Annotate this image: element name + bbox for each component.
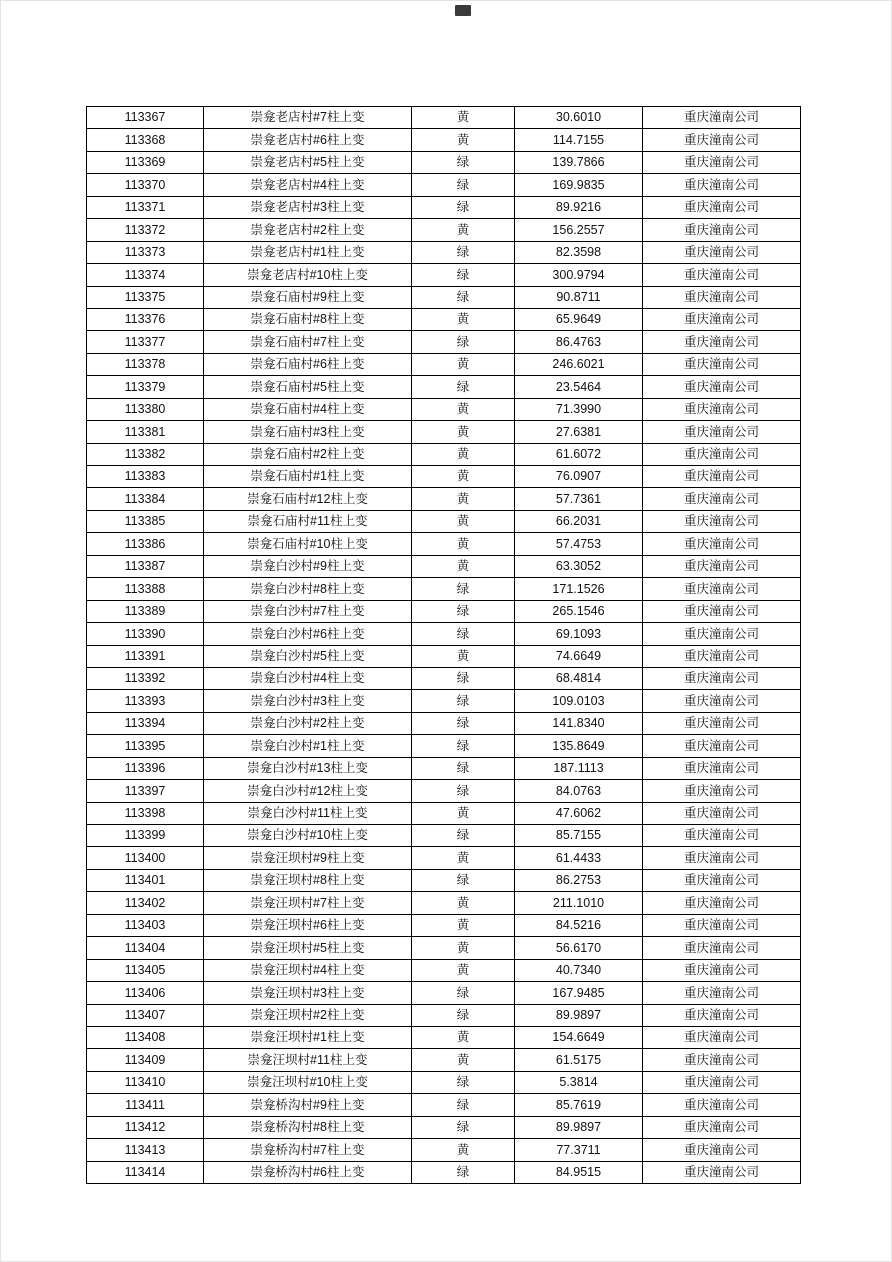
- cell-status: 黄: [412, 107, 515, 129]
- cell-status: 黄: [412, 847, 515, 869]
- cell-name: 崇龛老店村#7柱上变: [204, 107, 412, 129]
- cell-company: 重庆潼南公司: [643, 510, 801, 532]
- cell-value: 82.3598: [515, 241, 643, 263]
- cell-value: 109.0103: [515, 690, 643, 712]
- cell-company: 重庆潼南公司: [643, 578, 801, 600]
- cell-value: 66.2031: [515, 510, 643, 532]
- cell-status: 绿: [412, 264, 515, 286]
- cell-id: 113393: [87, 690, 204, 712]
- cell-value: 47.6062: [515, 802, 643, 824]
- cell-status: 绿: [412, 869, 515, 891]
- table-row: [87, 600, 801, 622]
- table-row: [87, 353, 801, 375]
- table-row: [87, 645, 801, 667]
- cell-id: 113374: [87, 264, 204, 286]
- cell-id: 113408: [87, 1026, 204, 1048]
- cell-value: 167.9485: [515, 982, 643, 1004]
- cell-id: 113392: [87, 667, 204, 689]
- cell-company: 重庆潼南公司: [643, 690, 801, 712]
- cell-name: 崇龛汪坝村#8柱上变: [204, 869, 412, 891]
- cell-company: 重庆潼南公司: [643, 1116, 801, 1138]
- cell-status: 黄: [412, 129, 515, 151]
- cell-value: 76.0907: [515, 466, 643, 488]
- cell-value: 61.5175: [515, 1049, 643, 1071]
- cell-value: 61.6072: [515, 443, 643, 465]
- cell-value: 69.1093: [515, 623, 643, 645]
- cell-value: 89.9897: [515, 1004, 643, 1026]
- table-row: [87, 510, 801, 532]
- cell-name: 崇龛桥沟村#8柱上变: [204, 1116, 412, 1138]
- table-row: [87, 107, 801, 129]
- cell-id: 113375: [87, 286, 204, 308]
- cell-company: 重庆潼南公司: [643, 1161, 801, 1183]
- cell-id: 113376: [87, 308, 204, 330]
- cell-company: 重庆潼南公司: [643, 308, 801, 330]
- cell-id: 113411: [87, 1094, 204, 1116]
- cell-company: 重庆潼南公司: [643, 959, 801, 981]
- cell-company: 重庆潼南公司: [643, 892, 801, 914]
- cell-value: 187.1113: [515, 757, 643, 779]
- cell-id: 113389: [87, 600, 204, 622]
- table-row: [87, 757, 801, 779]
- cell-id: 113414: [87, 1161, 204, 1183]
- cell-value: 65.9649: [515, 308, 643, 330]
- table-row: [87, 937, 801, 959]
- cell-name: 崇龛汪坝村#10柱上变: [204, 1071, 412, 1093]
- cell-name: 崇龛石庙村#11柱上变: [204, 510, 412, 532]
- cell-company: 重庆潼南公司: [643, 937, 801, 959]
- cell-id: 113390: [87, 623, 204, 645]
- cell-name: 崇龛石庙村#7柱上变: [204, 331, 412, 353]
- cell-value: 171.1526: [515, 578, 643, 600]
- cell-value: 84.0763: [515, 780, 643, 802]
- cell-name: 崇龛老店村#10柱上变: [204, 264, 412, 286]
- cell-status: 黄: [412, 488, 515, 510]
- cell-status: 绿: [412, 1071, 515, 1093]
- cell-company: 重庆潼南公司: [643, 757, 801, 779]
- cell-status: 绿: [412, 1094, 515, 1116]
- cell-id: 113387: [87, 555, 204, 577]
- cell-company: 重庆潼南公司: [643, 869, 801, 891]
- table-row: [87, 1004, 801, 1026]
- cell-id: 113402: [87, 892, 204, 914]
- cell-status: 绿: [412, 578, 515, 600]
- cell-company: 重庆潼南公司: [643, 129, 801, 151]
- cell-value: 84.9515: [515, 1161, 643, 1183]
- table-row: [87, 443, 801, 465]
- cell-company: 重庆潼南公司: [643, 488, 801, 510]
- cell-id: 113385: [87, 510, 204, 532]
- cell-status: 绿: [412, 241, 515, 263]
- table-row: [87, 578, 801, 600]
- cell-company: 重庆潼南公司: [643, 555, 801, 577]
- table-row: [87, 555, 801, 577]
- cell-id: 113412: [87, 1116, 204, 1138]
- cell-status: 绿: [412, 1161, 515, 1183]
- cell-value: 23.5464: [515, 376, 643, 398]
- cell-status: 绿: [412, 690, 515, 712]
- cell-id: 113403: [87, 914, 204, 936]
- cell-company: 重庆潼南公司: [643, 533, 801, 555]
- cell-company: 重庆潼南公司: [643, 825, 801, 847]
- cell-id: 113397: [87, 780, 204, 802]
- cell-name: 崇龛老店村#3柱上变: [204, 196, 412, 218]
- cell-value: 57.7361: [515, 488, 643, 510]
- table-row: [87, 690, 801, 712]
- cell-id: 113413: [87, 1139, 204, 1161]
- cell-value: 139.7866: [515, 151, 643, 173]
- cell-name: 崇龛桥沟村#9柱上变: [204, 1094, 412, 1116]
- cell-id: 113382: [87, 443, 204, 465]
- table-row: [87, 892, 801, 914]
- cell-name: 崇龛汪坝村#2柱上变: [204, 1004, 412, 1026]
- table-row: [87, 129, 801, 151]
- cell-name: 崇龛白沙村#6柱上变: [204, 623, 412, 645]
- cell-status: 黄: [412, 1139, 515, 1161]
- cell-id: 113386: [87, 533, 204, 555]
- table-row: [87, 959, 801, 981]
- table-row: [87, 1026, 801, 1048]
- cell-id: 113394: [87, 712, 204, 734]
- cell-value: 74.6649: [515, 645, 643, 667]
- cell-name: 崇龛桥沟村#7柱上变: [204, 1139, 412, 1161]
- cell-status: 黄: [412, 802, 515, 824]
- cell-id: 113406: [87, 982, 204, 1004]
- table-row: [87, 264, 801, 286]
- cell-value: 246.6021: [515, 353, 643, 375]
- cell-id: 113388: [87, 578, 204, 600]
- cell-value: 169.9835: [515, 174, 643, 196]
- cell-value: 154.6649: [515, 1026, 643, 1048]
- cell-id: 113373: [87, 241, 204, 263]
- cell-company: 重庆潼南公司: [643, 466, 801, 488]
- cell-status: 绿: [412, 623, 515, 645]
- cell-company: 重庆潼南公司: [643, 780, 801, 802]
- cell-value: 300.9794: [515, 264, 643, 286]
- cell-status: 绿: [412, 982, 515, 1004]
- cell-company: 重庆潼南公司: [643, 1049, 801, 1071]
- transformer-table: [86, 106, 801, 1184]
- cell-company: 重庆潼南公司: [643, 735, 801, 757]
- cell-name: 崇龛老店村#4柱上变: [204, 174, 412, 196]
- cell-status: 黄: [412, 308, 515, 330]
- cell-id: 113396: [87, 757, 204, 779]
- table-row: [87, 1139, 801, 1161]
- cell-name: 崇龛石庙村#9柱上变: [204, 286, 412, 308]
- cell-name: 崇龛白沙村#1柱上变: [204, 735, 412, 757]
- cell-value: 61.4433: [515, 847, 643, 869]
- cell-id: 113370: [87, 174, 204, 196]
- table-row: [87, 914, 801, 936]
- cell-value: 84.5216: [515, 914, 643, 936]
- cell-company: 重庆潼南公司: [643, 264, 801, 286]
- cell-name: 崇龛汪坝村#3柱上变: [204, 982, 412, 1004]
- cell-company: 重庆潼南公司: [643, 353, 801, 375]
- table-row: [87, 1094, 801, 1116]
- table-row: [87, 780, 801, 802]
- cell-status: 绿: [412, 174, 515, 196]
- cell-id: 113404: [87, 937, 204, 959]
- cell-id: 113369: [87, 151, 204, 173]
- cell-name: 崇龛白沙村#13柱上变: [204, 757, 412, 779]
- cell-name: 崇龛汪坝村#4柱上变: [204, 959, 412, 981]
- table-row: [87, 667, 801, 689]
- cell-company: 重庆潼南公司: [643, 421, 801, 443]
- scan-smudge-mark: [455, 5, 471, 16]
- cell-status: 绿: [412, 376, 515, 398]
- table-row: [87, 331, 801, 353]
- cell-id: 113379: [87, 376, 204, 398]
- table-row: [87, 802, 801, 824]
- cell-status: 绿: [412, 1004, 515, 1026]
- cell-name: 崇龛石庙村#1柱上变: [204, 466, 412, 488]
- cell-name: 崇龛白沙村#4柱上变: [204, 667, 412, 689]
- cell-status: 绿: [412, 735, 515, 757]
- cell-value: 211.1010: [515, 892, 643, 914]
- cell-name: 崇龛老店村#1柱上变: [204, 241, 412, 263]
- cell-id: 113383: [87, 466, 204, 488]
- cell-value: 5.3814: [515, 1071, 643, 1093]
- cell-status: 黄: [412, 959, 515, 981]
- cell-name: 崇龛白沙村#12柱上变: [204, 780, 412, 802]
- cell-id: 113401: [87, 869, 204, 891]
- cell-value: 63.3052: [515, 555, 643, 577]
- table-row: [87, 735, 801, 757]
- cell-status: 绿: [412, 780, 515, 802]
- table-row: [87, 196, 801, 218]
- cell-value: 86.4763: [515, 331, 643, 353]
- table-row: [87, 825, 801, 847]
- table-row: [87, 982, 801, 1004]
- cell-value: 85.7619: [515, 1094, 643, 1116]
- cell-status: 绿: [412, 151, 515, 173]
- cell-status: 黄: [412, 1026, 515, 1048]
- cell-company: 重庆潼南公司: [643, 286, 801, 308]
- cell-value: 85.7155: [515, 825, 643, 847]
- cell-company: 重庆潼南公司: [643, 982, 801, 1004]
- table-row: [87, 151, 801, 173]
- cell-status: 黄: [412, 533, 515, 555]
- cell-name: 崇龛白沙村#5柱上变: [204, 645, 412, 667]
- cell-value: 40.7340: [515, 959, 643, 981]
- cell-company: 重庆潼南公司: [643, 174, 801, 196]
- cell-id: 113381: [87, 421, 204, 443]
- cell-company: 重庆潼南公司: [643, 914, 801, 936]
- cell-value: 57.4753: [515, 533, 643, 555]
- table-row: [87, 869, 801, 891]
- table-body: [87, 107, 801, 1184]
- cell-value: 265.1546: [515, 600, 643, 622]
- table-row: [87, 308, 801, 330]
- cell-id: 113410: [87, 1071, 204, 1093]
- table-row: [87, 533, 801, 555]
- cell-name: 崇龛白沙村#3柱上变: [204, 690, 412, 712]
- cell-id: 113407: [87, 1004, 204, 1026]
- cell-company: 重庆潼南公司: [643, 600, 801, 622]
- cell-name: 崇龛石庙村#4柱上变: [204, 398, 412, 420]
- cell-id: 113368: [87, 129, 204, 151]
- cell-id: 113391: [87, 645, 204, 667]
- cell-company: 重庆潼南公司: [643, 802, 801, 824]
- cell-id: 113398: [87, 802, 204, 824]
- table-row: [87, 488, 801, 510]
- cell-id: 113409: [87, 1049, 204, 1071]
- cell-name: 崇龛汪坝村#6柱上变: [204, 914, 412, 936]
- cell-value: 27.6381: [515, 421, 643, 443]
- cell-status: 黄: [412, 421, 515, 443]
- cell-company: 重庆潼南公司: [643, 1094, 801, 1116]
- table-row: [87, 421, 801, 443]
- cell-name: 崇龛汪坝村#5柱上变: [204, 937, 412, 959]
- cell-name: 崇龛白沙村#11柱上变: [204, 802, 412, 824]
- cell-name: 崇龛白沙村#9柱上变: [204, 555, 412, 577]
- cell-id: 113367: [87, 107, 204, 129]
- cell-name: 崇龛白沙村#8柱上变: [204, 578, 412, 600]
- cell-value: 141.8340: [515, 712, 643, 734]
- cell-value: 89.9897: [515, 1116, 643, 1138]
- cell-id: 113372: [87, 219, 204, 241]
- cell-value: 77.3711: [515, 1139, 643, 1161]
- cell-status: 黄: [412, 645, 515, 667]
- cell-company: 重庆潼南公司: [643, 219, 801, 241]
- cell-name: 崇龛老店村#2柱上变: [204, 219, 412, 241]
- cell-company: 重庆潼南公司: [643, 398, 801, 420]
- cell-status: 黄: [412, 937, 515, 959]
- table-row: [87, 1161, 801, 1183]
- cell-status: 绿: [412, 286, 515, 308]
- cell-value: 68.4814: [515, 667, 643, 689]
- table-row: [87, 241, 801, 263]
- cell-name: 崇龛汪坝村#7柱上变: [204, 892, 412, 914]
- cell-status: 绿: [412, 825, 515, 847]
- cell-name: 崇龛白沙村#2柱上变: [204, 712, 412, 734]
- cell-value: 30.6010: [515, 107, 643, 129]
- cell-name: 崇龛石庙村#10柱上变: [204, 533, 412, 555]
- cell-value: 135.8649: [515, 735, 643, 757]
- cell-company: 重庆潼南公司: [643, 667, 801, 689]
- cell-company: 重庆潼南公司: [643, 151, 801, 173]
- cell-status: 黄: [412, 892, 515, 914]
- cell-company: 重庆潼南公司: [643, 241, 801, 263]
- table-row: [87, 286, 801, 308]
- table-row: [87, 376, 801, 398]
- cell-name: 崇龛白沙村#7柱上变: [204, 600, 412, 622]
- cell-status: 黄: [412, 555, 515, 577]
- cell-status: 绿: [412, 1116, 515, 1138]
- cell-name: 崇龛老店村#6柱上变: [204, 129, 412, 151]
- table-row: [87, 847, 801, 869]
- cell-id: 113377: [87, 331, 204, 353]
- cell-name: 崇龛石庙村#12柱上变: [204, 488, 412, 510]
- table-row: [87, 1049, 801, 1071]
- cell-id: 113405: [87, 959, 204, 981]
- cell-company: 重庆潼南公司: [643, 376, 801, 398]
- cell-status: 黄: [412, 1049, 515, 1071]
- cell-name: 崇龛汪坝村#9柱上变: [204, 847, 412, 869]
- cell-company: 重庆潼南公司: [643, 1139, 801, 1161]
- table-row: [87, 712, 801, 734]
- cell-status: 黄: [412, 914, 515, 936]
- cell-value: 89.9216: [515, 196, 643, 218]
- cell-value: 156.2557: [515, 219, 643, 241]
- cell-status: 黄: [412, 353, 515, 375]
- cell-value: 71.3990: [515, 398, 643, 420]
- cell-name: 崇龛汪坝村#11柱上变: [204, 1049, 412, 1071]
- table-row: [87, 1116, 801, 1138]
- cell-name: 崇龛汪坝村#1柱上变: [204, 1026, 412, 1048]
- cell-name: 崇龛白沙村#10柱上变: [204, 825, 412, 847]
- cell-company: 重庆潼南公司: [643, 847, 801, 869]
- cell-status: 绿: [412, 196, 515, 218]
- cell-status: 绿: [412, 712, 515, 734]
- table-row: [87, 398, 801, 420]
- cell-company: 重庆潼南公司: [643, 645, 801, 667]
- cell-status: 黄: [412, 510, 515, 532]
- cell-id: 113384: [87, 488, 204, 510]
- cell-name: 崇龛老店村#5柱上变: [204, 151, 412, 173]
- cell-status: 绿: [412, 667, 515, 689]
- cell-value: 86.2753: [515, 869, 643, 891]
- table-row: [87, 174, 801, 196]
- cell-id: 113399: [87, 825, 204, 847]
- table-row: [87, 219, 801, 241]
- cell-status: 黄: [412, 466, 515, 488]
- cell-id: 113400: [87, 847, 204, 869]
- cell-company: 重庆潼南公司: [643, 107, 801, 129]
- table-row: [87, 466, 801, 488]
- cell-company: 重庆潼南公司: [643, 196, 801, 218]
- cell-company: 重庆潼南公司: [643, 1026, 801, 1048]
- cell-status: 绿: [412, 331, 515, 353]
- cell-company: 重庆潼南公司: [643, 623, 801, 645]
- cell-name: 崇龛石庙村#6柱上变: [204, 353, 412, 375]
- cell-id: 113378: [87, 353, 204, 375]
- cell-company: 重庆潼南公司: [643, 1071, 801, 1093]
- cell-status: 黄: [412, 398, 515, 420]
- cell-value: 90.8711: [515, 286, 643, 308]
- cell-id: 113380: [87, 398, 204, 420]
- cell-company: 重庆潼南公司: [643, 712, 801, 734]
- cell-name: 崇龛桥沟村#6柱上变: [204, 1161, 412, 1183]
- cell-name: 崇龛石庙村#8柱上变: [204, 308, 412, 330]
- cell-value: 56.6170: [515, 937, 643, 959]
- table-row: [87, 623, 801, 645]
- cell-status: 黄: [412, 443, 515, 465]
- cell-name: 崇龛石庙村#2柱上变: [204, 443, 412, 465]
- cell-value: 114.7155: [515, 129, 643, 151]
- cell-company: 重庆潼南公司: [643, 1004, 801, 1026]
- cell-name: 崇龛石庙村#3柱上变: [204, 421, 412, 443]
- cell-id: 113395: [87, 735, 204, 757]
- cell-company: 重庆潼南公司: [643, 331, 801, 353]
- cell-id: 113371: [87, 196, 204, 218]
- cell-status: 绿: [412, 757, 515, 779]
- cell-company: 重庆潼南公司: [643, 443, 801, 465]
- cell-status: 黄: [412, 219, 515, 241]
- table-row: [87, 1071, 801, 1093]
- cell-name: 崇龛石庙村#5柱上变: [204, 376, 412, 398]
- cell-status: 绿: [412, 600, 515, 622]
